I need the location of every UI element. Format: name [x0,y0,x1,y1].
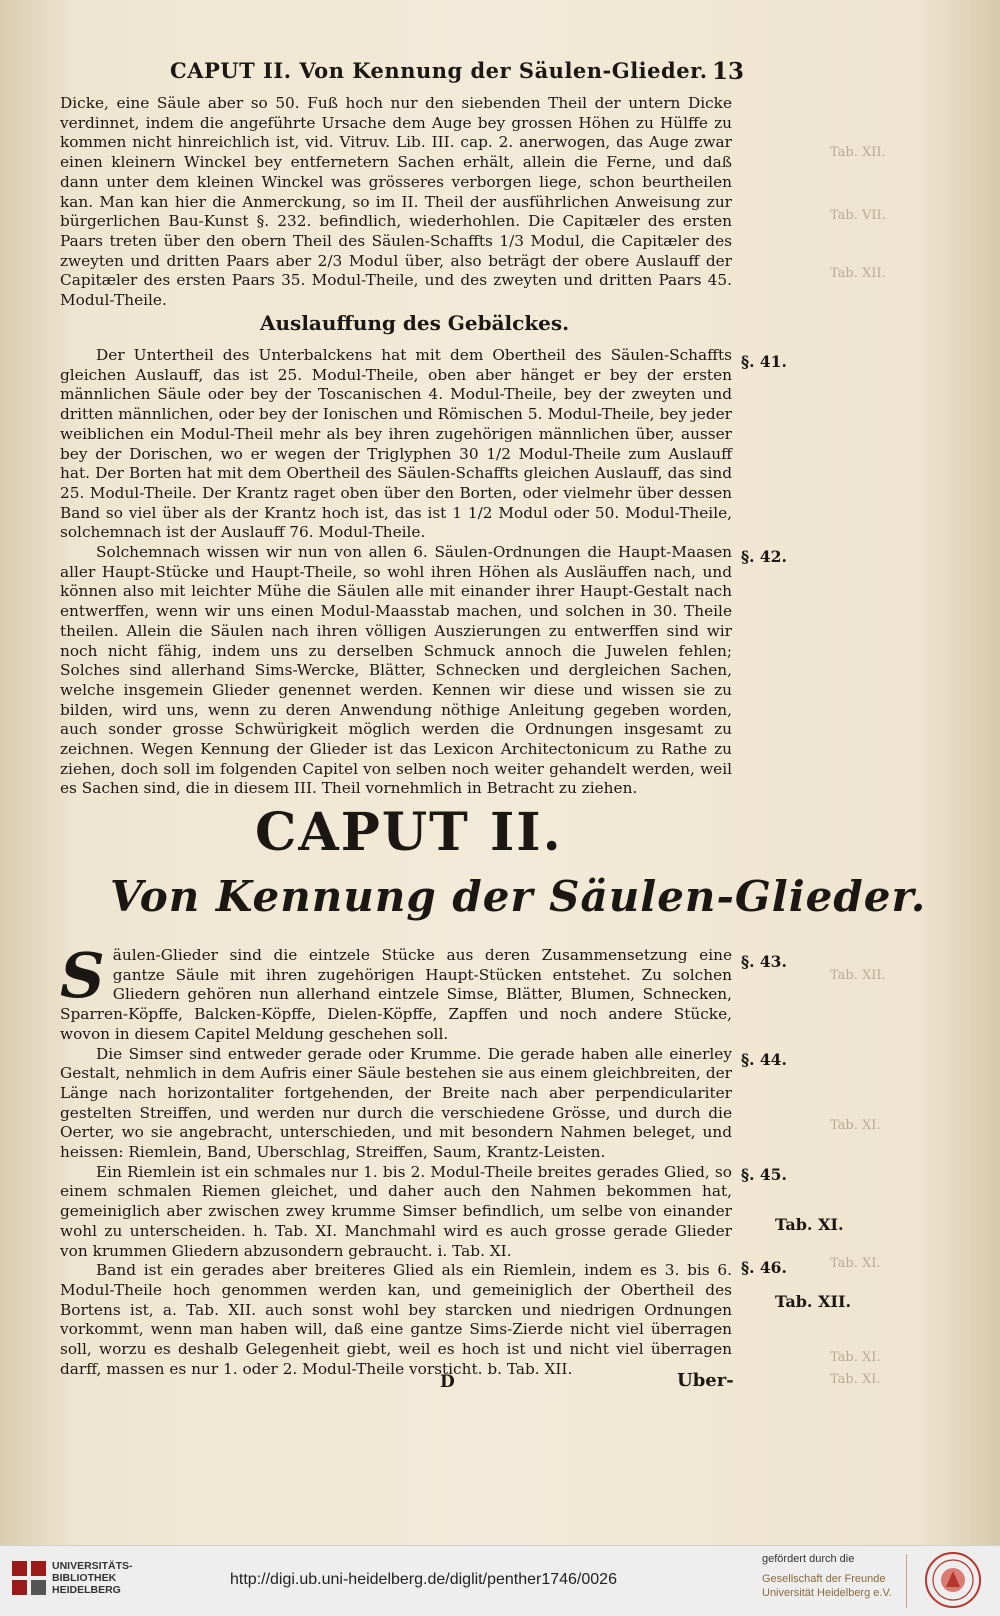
page-number: 13 [712,58,745,85]
library-name [52,1560,133,1596]
signature-mark: D [440,1372,455,1392]
paragraph-43 [60,939,732,1045]
paragraph-46: Band ist ein gerades aber breiteres Glied als ein Riemlein, indem es 3. bis 6. Modul-Theile hoch genommen werden kan, und gemeiniglich der Obertheil des Bortens ist, a. Tab. XII. auch sonst wohl bey starcken und niedrigen Ordnungen vorkommt, wenn man haben will, daß eine gantze Sims-Zierde nicht viel überragen soll, worzu es deshalb Gelegenheit giebt, weil es hoch ist und nicht viel überragen darff, massen es nur 1. oder 2. Modul-Theile vorsticht. b. Tab. XII. [60,1261,732,1378]
text-block-bottom [60,939,732,1379]
paragraph-44: Die Simser sind entweder gerade oder Krumme. Die gerade haben alle einerley Gestalt, nehmlich in dem Aufris einer Säule bestehen sie aus einem gleichbreiten, der Länge nach horizontaliter fortgehenden, der Breite nach aber perpendiculariter gestelten Streiffen, und werden nur durch die verschiedene Grösse, und durch die Oerter, wo sie angebracht, unterschieden, und mit besondern Nahmen beleget, und heissen: Riemlein, Band, Uberschlag, Streiffen, Saum, Krantz-Leisten. [60,1044,732,1162]
margin-section-45: §. 45. [741,1165,787,1184]
section-subheading: Auslauffung des Gebälckes. [260,311,570,335]
chapter-number: CAPUT II. [255,802,563,863]
paragraph-43-text: äulen-Glieder sind die eintzele Stücke aus deren Zusammensetzung eine gantze Säule mit ihren zugehörigen Haupt-Stücken entstehet. Zu solchen Gliedern gehören nun allerhand eintzele Simse, Blätter, Blumen, Schnecken, Sparren-Köpffe, Balcken-Köpffe, Dielen-Köpffe, Zapffen und noch andere Stücke, wovon in diesem Capitel Meldung geschehen soll. [60,946,732,1043]
margin-table-xi: Tab. XI. [775,1215,844,1234]
bleed-through-text: Tab. XI. [830,1372,881,1387]
paragraph-42: Solchemnach wissen wir nun von allen 6. Säulen-Ordnungen die Haupt-Maasen aller Haupt-Stücke und Haupt-Theile, so wohl ihren Höhen als Ausläuffen nach, und können also mit leichter Mühe die Säulen alle mit einander ihrer Haupt-Gestalt nach entwerffen, wenn wir uns einen Modul-Maasstab machen, und solchen in 30. Theile theilen. Allein die Säulen nach ihren völligen Auszierungen zu entwerffen sind wir noch nicht fähig, indem uns zu derselben Schmuck annoch die Juwelen fehlen; Solches sind allerhand Sims-Wercke, Blätter, Schnecken und dergleichen Sachen, welche insgemein Glieder genennet werden. Kennen wir diese und wissen sie zu bilden, wird uns, wenn zu deren Anwendung nöthige Anleitung gegeben worden, auch sonder grosse Schwürigkeit möglich werden die Ordnungen insgesamt zu zeichnen. Wegen Kennung der Glieder ist das Lexicon Architectonicum zu Rathe zu ziehen, doch soll im folgenden Capitel von selben noch weiter gehandelt werden, weil es Sachen sind, die in diesem III. Theil vornehmlich in Betracht zu ziehen. [60,543,732,798]
bleed-through-text: Tab. XI. [830,1350,881,1365]
paragraph-41: Der Untertheil des Unterbalckens hat mit dem Obertheil des Säulen-Schaffts gleichen Auslauff, das ist 25. Modul-Theile, oben aber hänget er bey der ersten männlichen Säule oder bey der Toscanischen 4. Modul-Theile, bey der zweyten und dritten männlichen, oder bey der Ionischen und Römischen 5. Modul-Theile, bey jeder weiblichen ein Modul-Theil mehr als bey ihren zugehörigen männlichen über, ausser bey der Dorischen, wo er wegen der Triglyphen 30 1/2 Modul-Theile zum Auslauff hat. Der Borten hat mit dem Obertheil des Säulen-Schaffts gleichen Auslauff, das sind 25. Modul-Theile. Der Krantz raget oben über den Borten, oder vielmehr über dessen Band so viel über als der Krantz hoch ist, das ist 1 1/2 Modul oder 50. Modul-Theile, solchemnach ist der Auslauff 76. Modul-Theile. [60,346,732,542]
society-name-line: Universität Heidelberg e.V. [762,1587,892,1599]
bleed-through-text: Tab. XI. [830,1118,881,1133]
text-block-top [60,94,732,311]
bleed-through-text: Tab. XII. [830,266,886,281]
library-name-line: HEIDELBERG [52,1584,121,1596]
university-seal-icon [924,1551,982,1609]
bleed-through-text: Tab. XI. [830,1256,881,1271]
margin-section-43: §. 43. [741,952,787,971]
running-header: CAPUT II. Von Kennung der Säulen-Glieder. [170,58,708,83]
library-name-line: BIBLIOTHEK [52,1572,117,1584]
catchword: Uber- [677,1370,734,1391]
viewer-footer [0,1545,1000,1616]
library-logo-icon [12,1561,46,1595]
footer-divider [906,1554,907,1608]
permalink-url[interactable]: http://digi.ub.uni-heidelberg.de/diglit/penther1746/0026 [230,1571,617,1588]
margin-section-46: §. 46. [741,1258,787,1277]
margin-section-44: §. 44. [741,1050,787,1069]
margin-section-41: §. 41. [741,352,787,371]
library-name-line: UNIVERSITÄTS- [52,1560,133,1572]
text-block-middle [60,346,732,799]
margin-table-xii: Tab. XII. [775,1292,852,1311]
bleed-through-text: Tab. VII. [830,208,886,223]
bleed-through-text: Tab. XII. [830,968,886,983]
chapter-title: Von Kennung der Säulen-Glieder. [110,872,927,921]
margin-section-42: §. 42. [741,547,787,566]
society-name [762,1572,892,1600]
bleed-through-text: Tab. XII. [830,145,886,160]
drop-cap: S [60,939,105,1012]
paragraph-45: Ein Riemlein ist ein schmales nur 1. bis 2. Modul-Theile breites gerades Glied, so einem schmalen Riemen gleichet, und daher auch den Nahmen bekommen hat, gemeiniglich aber zwischen zwey krumme Simser befindlich, um selbe von einander wohl zu unterscheiden. h. Tab. XI. Manchmahl wird es auch grosse gerade Glieder von krummen Gliedern abzusondern gebraucht. i. Tab. XI. [60,1162,732,1260]
paragraph-continued: Dicke, eine Säule aber so 50. Fuß hoch nur den siebenden Theil der untern Dicke verdinnet, indem die angeführte Ursache dem Auge bey grossen Höhen zu Hülffe zu kommen nicht hinreichlich ist, vid. Vitruv. Lib. III. cap. 2. anerwogen, das Auge zwar einen kleinern Winckel bey entfernetern Sachen erhält, allein die Ferne, und daß dann unter dem kleinen Winckel was grösseres verborgen liege, schon beurtheilen kan. Man kan hier die Anmerckung, so im II. Theil der ausführlichen Anweisung zur bürgerlichen Bau-Kunst §. 232. befindlich, wiederhohlen. Die Capitæler des ersten Paars treten über den obern Theil des Säulen-Schaffts 1/3 Modul, die Capitæler des zweyten und dritten Paars aber 2/3 Modul über, also beträgt der obere Auslauff der Capitæler des ersten Paars 35. Modul-Theile, und des zweyten und dritten Paars 45. Modul-Theile. [60,94,732,310]
funded-by-label: gefördert durch die [762,1553,855,1565]
society-name-line: Gesellschaft der Freunde [762,1573,886,1585]
